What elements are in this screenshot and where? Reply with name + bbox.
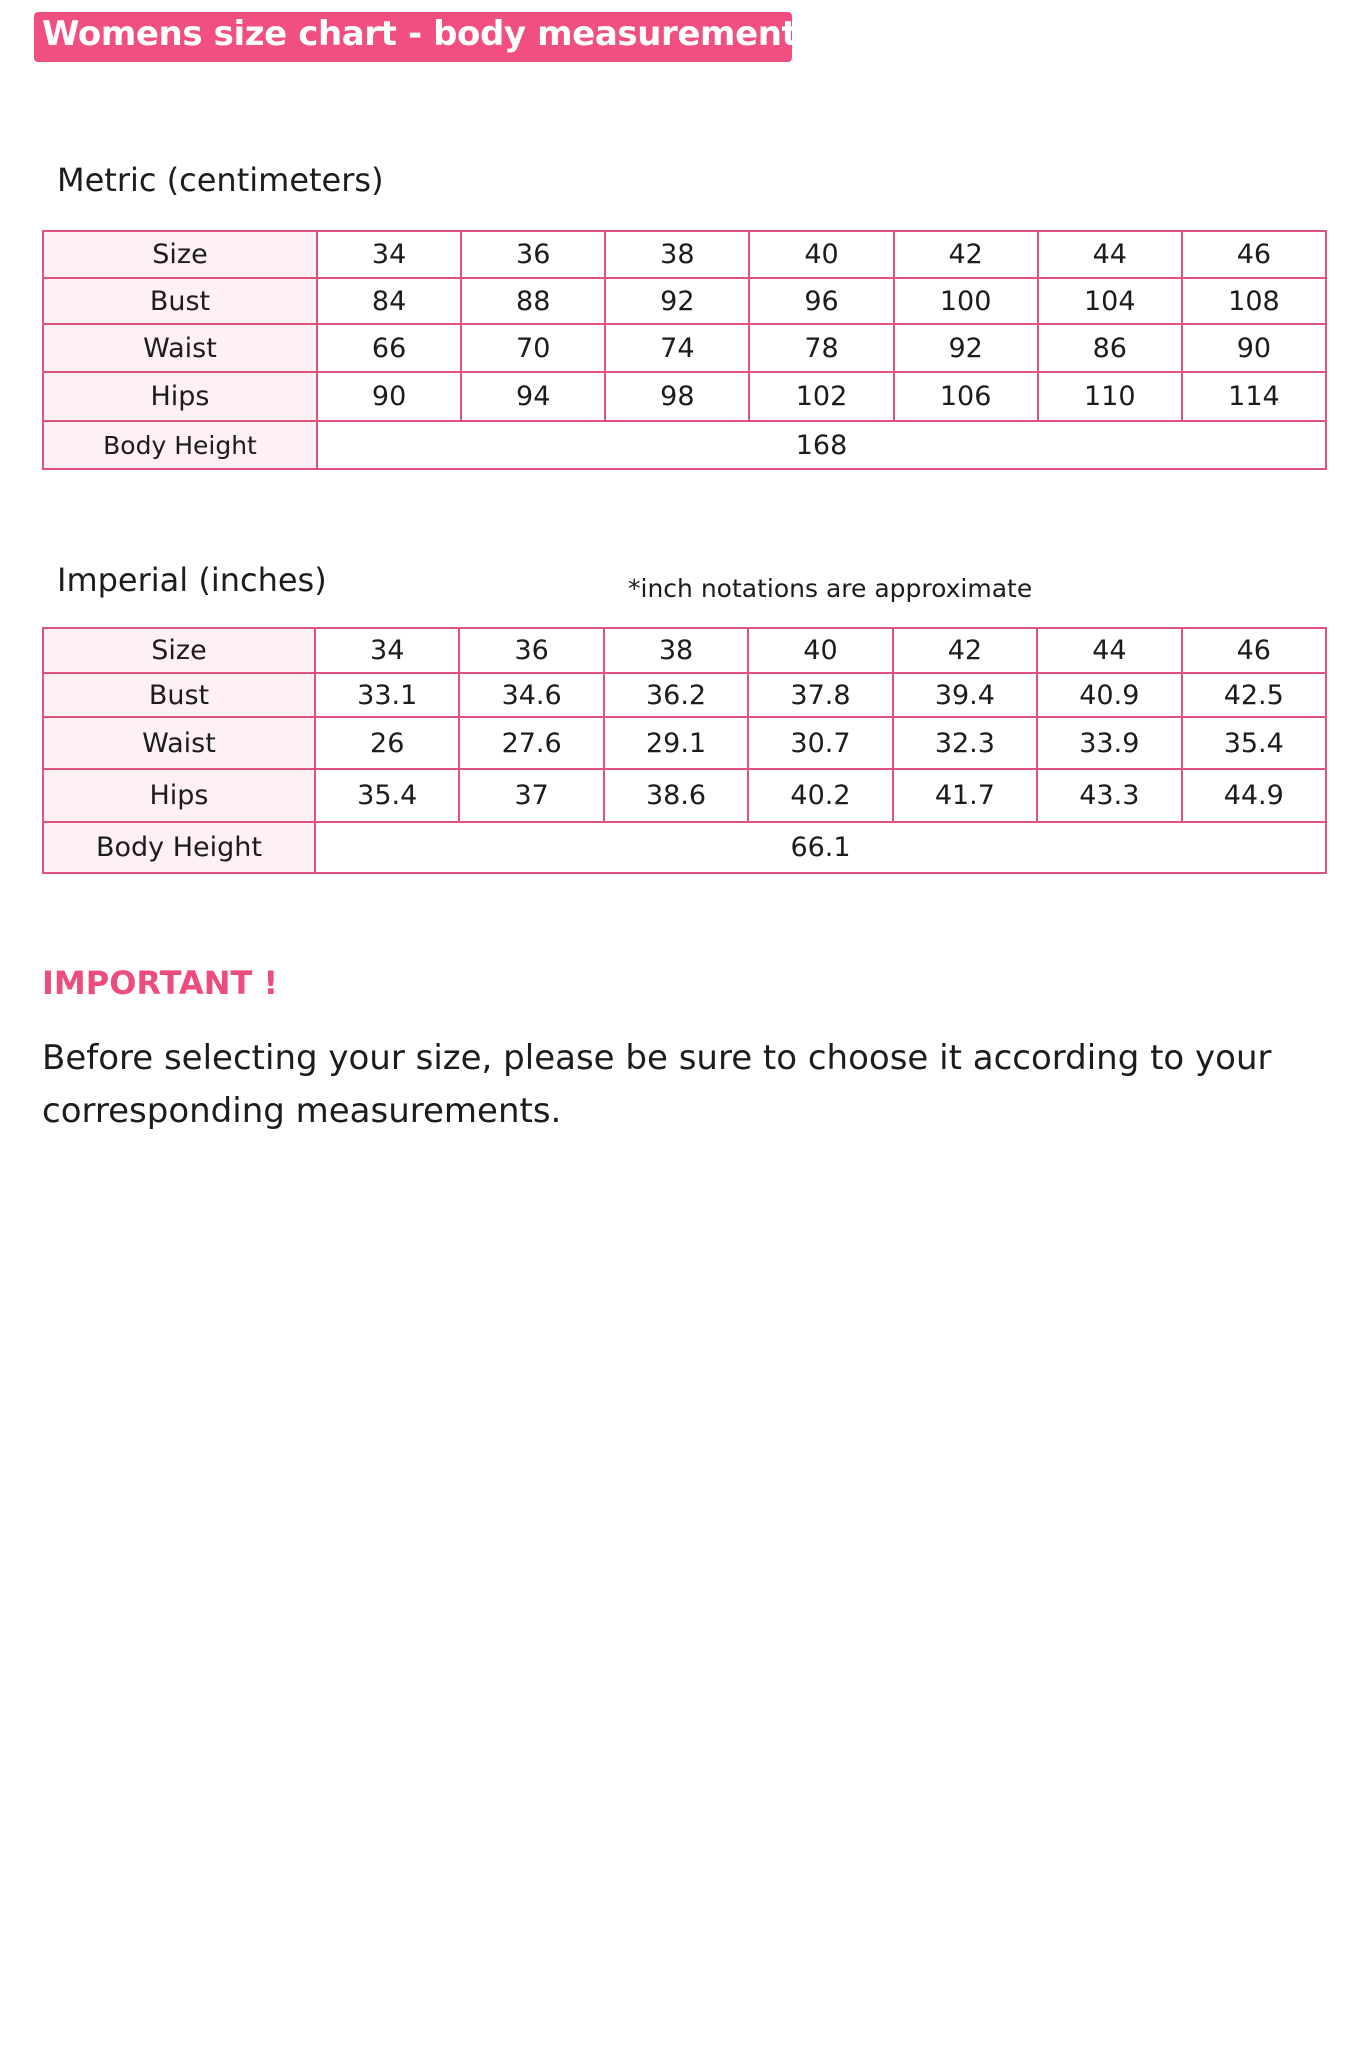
table-cell: 110 [1038, 372, 1182, 421]
table-cell: 34.6 [459, 673, 603, 717]
approximation-note: *inch notations are approximate [628, 574, 1033, 603]
body-height-value: 66.1 [315, 822, 1326, 873]
imperial-size-table [42, 627, 1327, 874]
row-label-bust: Bust [43, 673, 315, 717]
important-message: Before selecting your size, please be sure to choose it according to your corresponding measurements. [42, 1038, 1272, 1131]
table-cell: 106 [894, 372, 1038, 421]
table-row [43, 372, 1326, 421]
table-cell: 44 [1038, 231, 1182, 278]
table-cell: 90 [1182, 324, 1326, 372]
table-row [43, 673, 1326, 717]
table-cell: 40.2 [748, 769, 892, 822]
table-cell: 38 [604, 628, 748, 673]
table-cell: 98 [605, 372, 749, 421]
table-cell: 34 [315, 628, 459, 673]
table-cell: 29.1 [604, 717, 748, 769]
table-cell: 35.4 [315, 769, 459, 822]
row-label-waist: Waist [43, 717, 315, 769]
table-cell: 37 [459, 769, 603, 822]
table-cell: 42 [893, 628, 1037, 673]
table-cell: 33.1 [315, 673, 459, 717]
row-label-bust: Bust [43, 278, 317, 324]
table-cell: 36 [459, 628, 603, 673]
table-cell: 44.9 [1182, 769, 1326, 822]
table-cell: 44 [1037, 628, 1181, 673]
table-cell: 42 [894, 231, 1038, 278]
table-cell: 66 [317, 324, 461, 372]
table-row [43, 717, 1326, 769]
table-cell: 27.6 [459, 717, 603, 769]
table-cell: 37.8 [748, 673, 892, 717]
table-row [43, 628, 1326, 673]
table-cell: 74 [605, 324, 749, 372]
table-cell: 104 [1038, 278, 1182, 324]
table-cell: 90 [317, 372, 461, 421]
table-cell: 40 [749, 231, 893, 278]
table-cell: 30.7 [748, 717, 892, 769]
table-cell: 102 [749, 372, 893, 421]
table-cell: 33.9 [1037, 717, 1181, 769]
table-row [43, 278, 1326, 324]
row-label-size: Size [43, 628, 315, 673]
table-row [43, 769, 1326, 822]
table-cell: 43.3 [1037, 769, 1181, 822]
table-row [43, 231, 1326, 278]
table-cell: 88 [461, 278, 605, 324]
table-row [43, 421, 1326, 469]
row-label-hips: Hips [43, 769, 315, 822]
row-label-body-height: Body Height [43, 421, 317, 469]
table-cell: 39.4 [893, 673, 1037, 717]
table-cell: 46 [1182, 231, 1326, 278]
table-cell: 78 [749, 324, 893, 372]
table-cell: 92 [894, 324, 1038, 372]
table-row [43, 324, 1326, 372]
table-cell: 108 [1182, 278, 1326, 324]
row-label-waist: Waist [43, 324, 317, 372]
table-cell: 92 [605, 278, 749, 324]
table-cell: 34 [317, 231, 461, 278]
row-label-size: Size [43, 231, 317, 278]
table-cell: 41.7 [893, 769, 1037, 822]
table-cell: 40.9 [1037, 673, 1181, 717]
body-height-value: 168 [317, 421, 1326, 469]
table-cell: 94 [461, 372, 605, 421]
table-cell: 26 [315, 717, 459, 769]
table-cell: 86 [1038, 324, 1182, 372]
table-cell: 36 [461, 231, 605, 278]
table-cell: 70 [461, 324, 605, 372]
table-cell: 35.4 [1182, 717, 1326, 769]
metric-heading: Metric (centimeters) [57, 161, 384, 199]
table-cell: 32.3 [893, 717, 1037, 769]
chart-title-banner: Womens size chart - body measurements [34, 12, 792, 62]
table-cell: 38.6 [604, 769, 748, 822]
metric-size-table [42, 230, 1327, 470]
table-cell: 46 [1182, 628, 1326, 673]
table-cell: 38 [605, 231, 749, 278]
table-row [43, 822, 1326, 873]
table-cell: 84 [317, 278, 461, 324]
table-cell: 100 [894, 278, 1038, 324]
important-label: IMPORTANT ! [42, 964, 279, 1002]
table-cell: 114 [1182, 372, 1326, 421]
table-cell: 40 [748, 628, 892, 673]
row-label-body-height: Body Height [43, 822, 315, 873]
table-cell: 36.2 [604, 673, 748, 717]
table-cell: 96 [749, 278, 893, 324]
table-cell: 42.5 [1182, 673, 1326, 717]
imperial-heading: Imperial (inches) [57, 561, 327, 599]
row-label-hips: Hips [43, 372, 317, 421]
